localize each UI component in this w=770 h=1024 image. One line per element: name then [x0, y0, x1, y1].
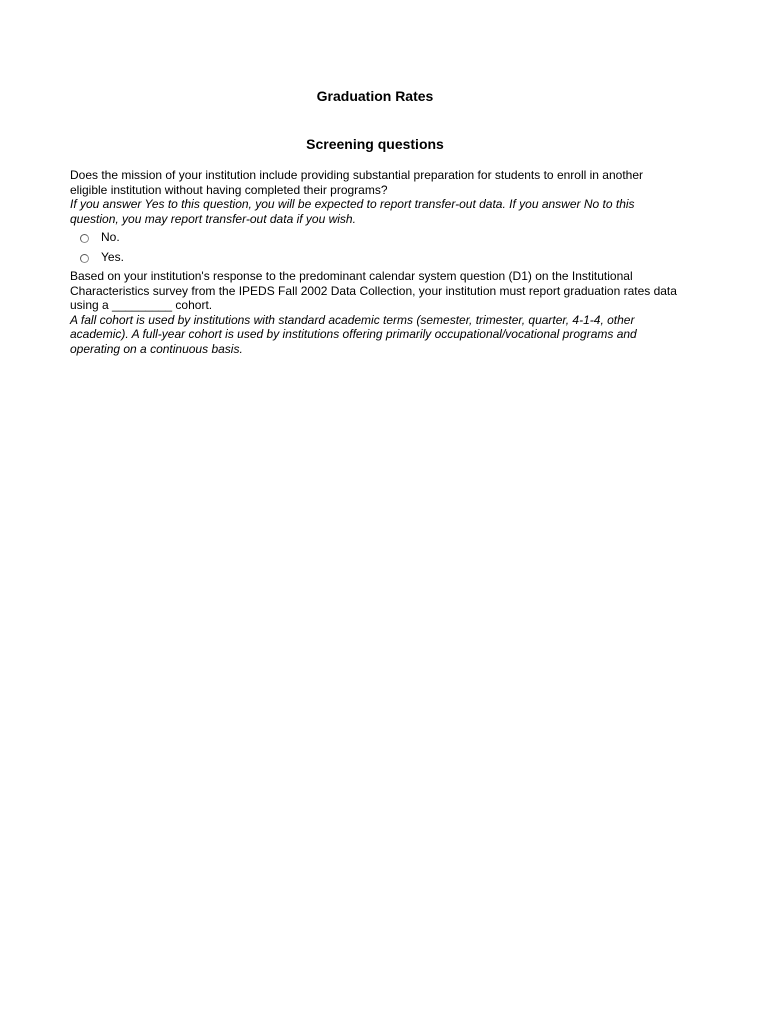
option-yes-label: Yes. — [101, 249, 124, 264]
option-no[interactable] — [70, 227, 680, 247]
radio-button-no[interactable] — [80, 234, 89, 243]
section-title: Screening questions — [306, 136, 444, 152]
question-mission-note: If you answer Yes to this question, you will be expected to report transfer-out data. If you answer No to this question, you may report transfer-out data if you wish. — [70, 197, 635, 226]
question-cohort — [70, 269, 680, 356]
question-cohort-note: A fall cohort is used by institutions with standard academic terms (semester, trimester, quarter, 4-1-4, other academic). A full-year cohort is used by institutions offering primarily occupational/vocational programs and operating on a continuous basis. — [70, 312, 637, 356]
question-cohort-text: Based on your institution's response to the predominant calendar system question (D1) on the Institutional Characteristics survey from the IPEDS Fall 2002 Data Collection, your institution must report graduation rates data using a _________ cohort. — [70, 269, 677, 312]
radio-button-yes[interactable] — [80, 254, 89, 263]
option-no-label: No. — [101, 229, 120, 244]
document-content — [70, 86, 680, 356]
question-mission-options — [70, 227, 680, 267]
option-yes[interactable] — [70, 247, 680, 267]
question-mission-text: Does the mission of your institution include providing substantial preparation for students to enroll in another eligible institution without having completed their programs? — [70, 168, 643, 197]
page-title: Graduation Rates — [316, 88, 434, 104]
question-mission — [70, 168, 680, 267]
